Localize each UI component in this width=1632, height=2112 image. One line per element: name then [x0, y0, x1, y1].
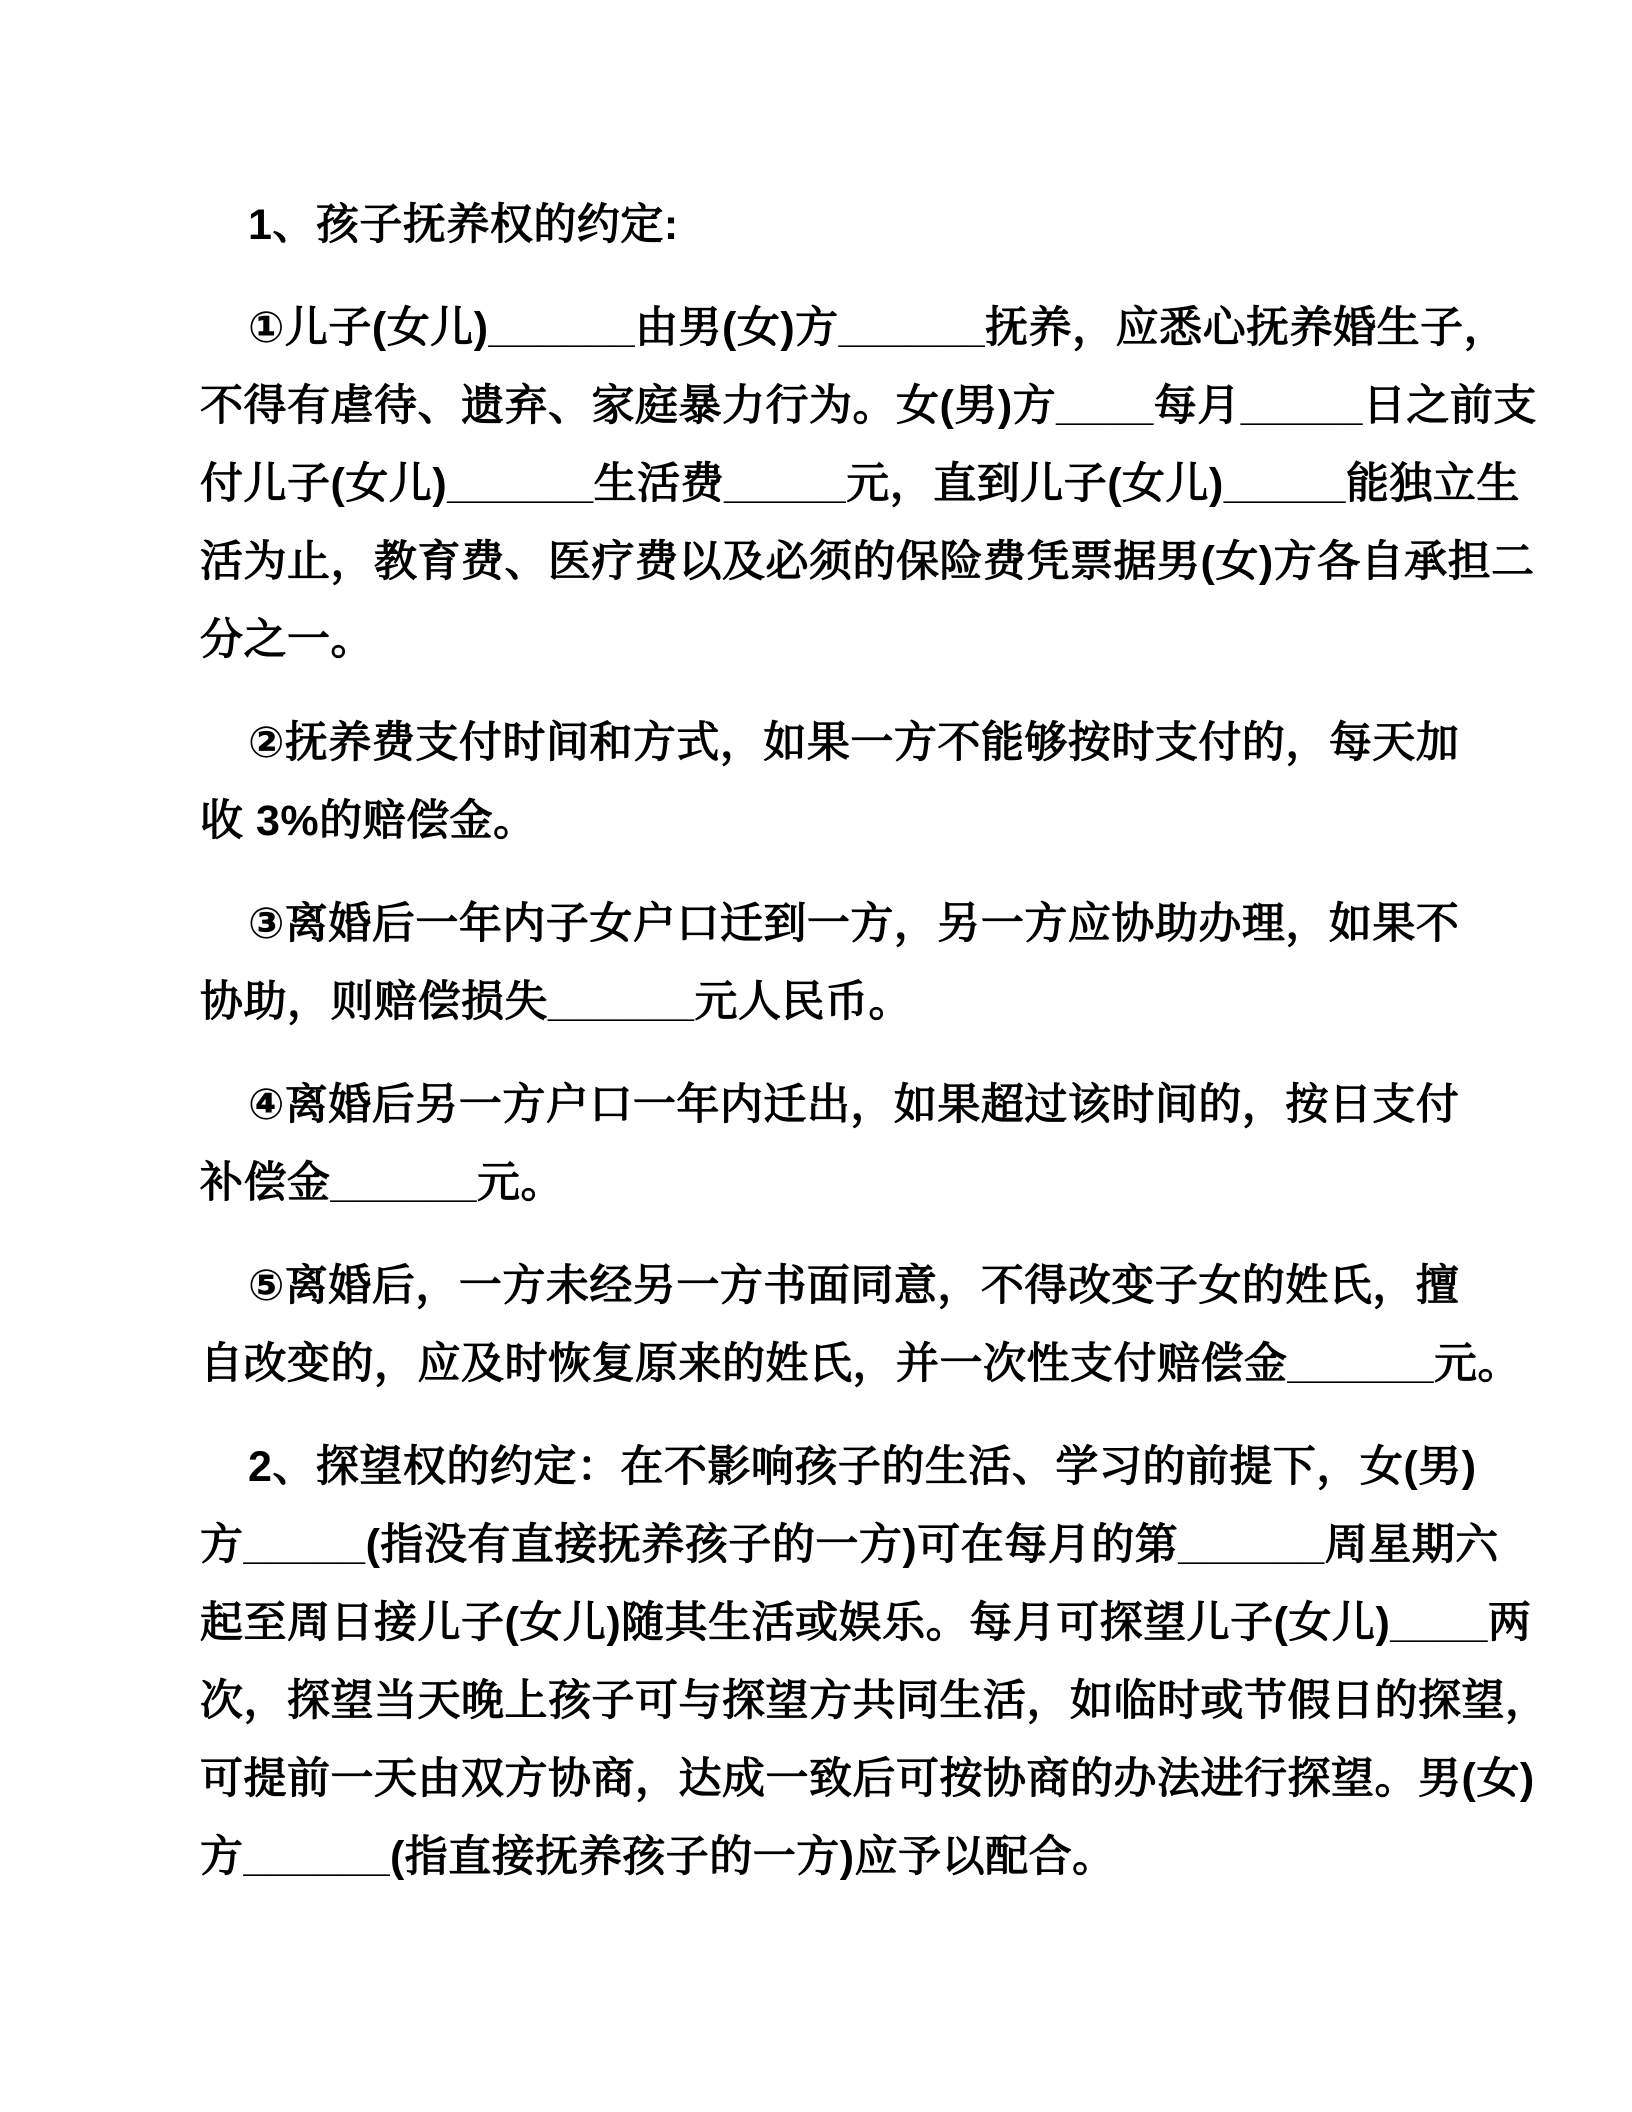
text-line: 补偿金______元。: [200, 1159, 564, 1207]
text-line: 起至周日接儿子(女儿)随其生活或娱乐。每月可探望儿子(女儿)____两: [200, 1599, 1532, 1647]
custody-clause-1: [200, 289, 1537, 679]
text-line: ⑤离婚后，一方未经另一方书面同意，不得改变子女的姓氏，擅: [248, 1262, 1460, 1310]
visitation-section-paragraph: [200, 1428, 1549, 1896]
heading-text: 1、孩子抚养权的约定:: [248, 201, 679, 249]
text-line: 分之一。: [200, 616, 374, 664]
text-line: 自改变的，应及时恢复原来的姓氏，并一次性支付赔偿金______元。: [200, 1340, 1521, 1388]
text-line: 活为止，教育费、医疗费以及必须的保险费凭票据男(女)方各自承担二: [200, 538, 1535, 586]
custody-clause-4: [200, 1066, 1460, 1222]
custody-section-heading: [200, 186, 1412, 264]
text-line: ③离婚后一年内子女户口迁到一方，另一方应协助办理，如果不: [248, 900, 1460, 948]
text-line: 2、探望权的约定：在不影响孩子的生活、学习的前提下，女(男): [248, 1443, 1477, 1491]
text-line: ①儿子(女儿)______由男(女)方______抚养，应悉心抚养婚生子，: [248, 304, 1508, 352]
custody-clause-3: [200, 885, 1460, 1041]
text-line: 方_____(指没有直接抚养孩子的一方)可在每月的第______周星期六: [200, 1521, 1499, 1569]
text-line: 付儿子(女儿)______生活费_____元，直到儿子(女儿)_____能独立生: [200, 460, 1520, 508]
text-line: ②抚养费支付时间和方式，如果一方不能够按时支付的，每天加: [248, 719, 1460, 767]
custody-clause-5: [200, 1247, 1521, 1403]
custody-clause-2: [200, 704, 1460, 860]
text-line: 不得有虐待、遗弃、家庭暴力行为。女(男)方____每月_____日之前支: [200, 382, 1537, 430]
text-line: 收 3%的赔偿金。: [200, 797, 537, 845]
text-line: 可提前一天由双方协商，达成一致后可按协商的办法进行探望。男(女): [200, 1755, 1535, 1803]
text-line: ④离婚后另一方户口一年内迁出，如果超过该时间的，按日支付: [248, 1081, 1460, 1129]
text-line: 协助，则赔偿损失______元人民币。: [200, 978, 912, 1026]
text-line: 方______(指直接抚养孩子的一方)应予以配合。: [200, 1833, 1116, 1881]
text-line: 次，探望当天晚上孩子可与探望方共同生活，如临时或节假日的探望，: [200, 1677, 1549, 1725]
